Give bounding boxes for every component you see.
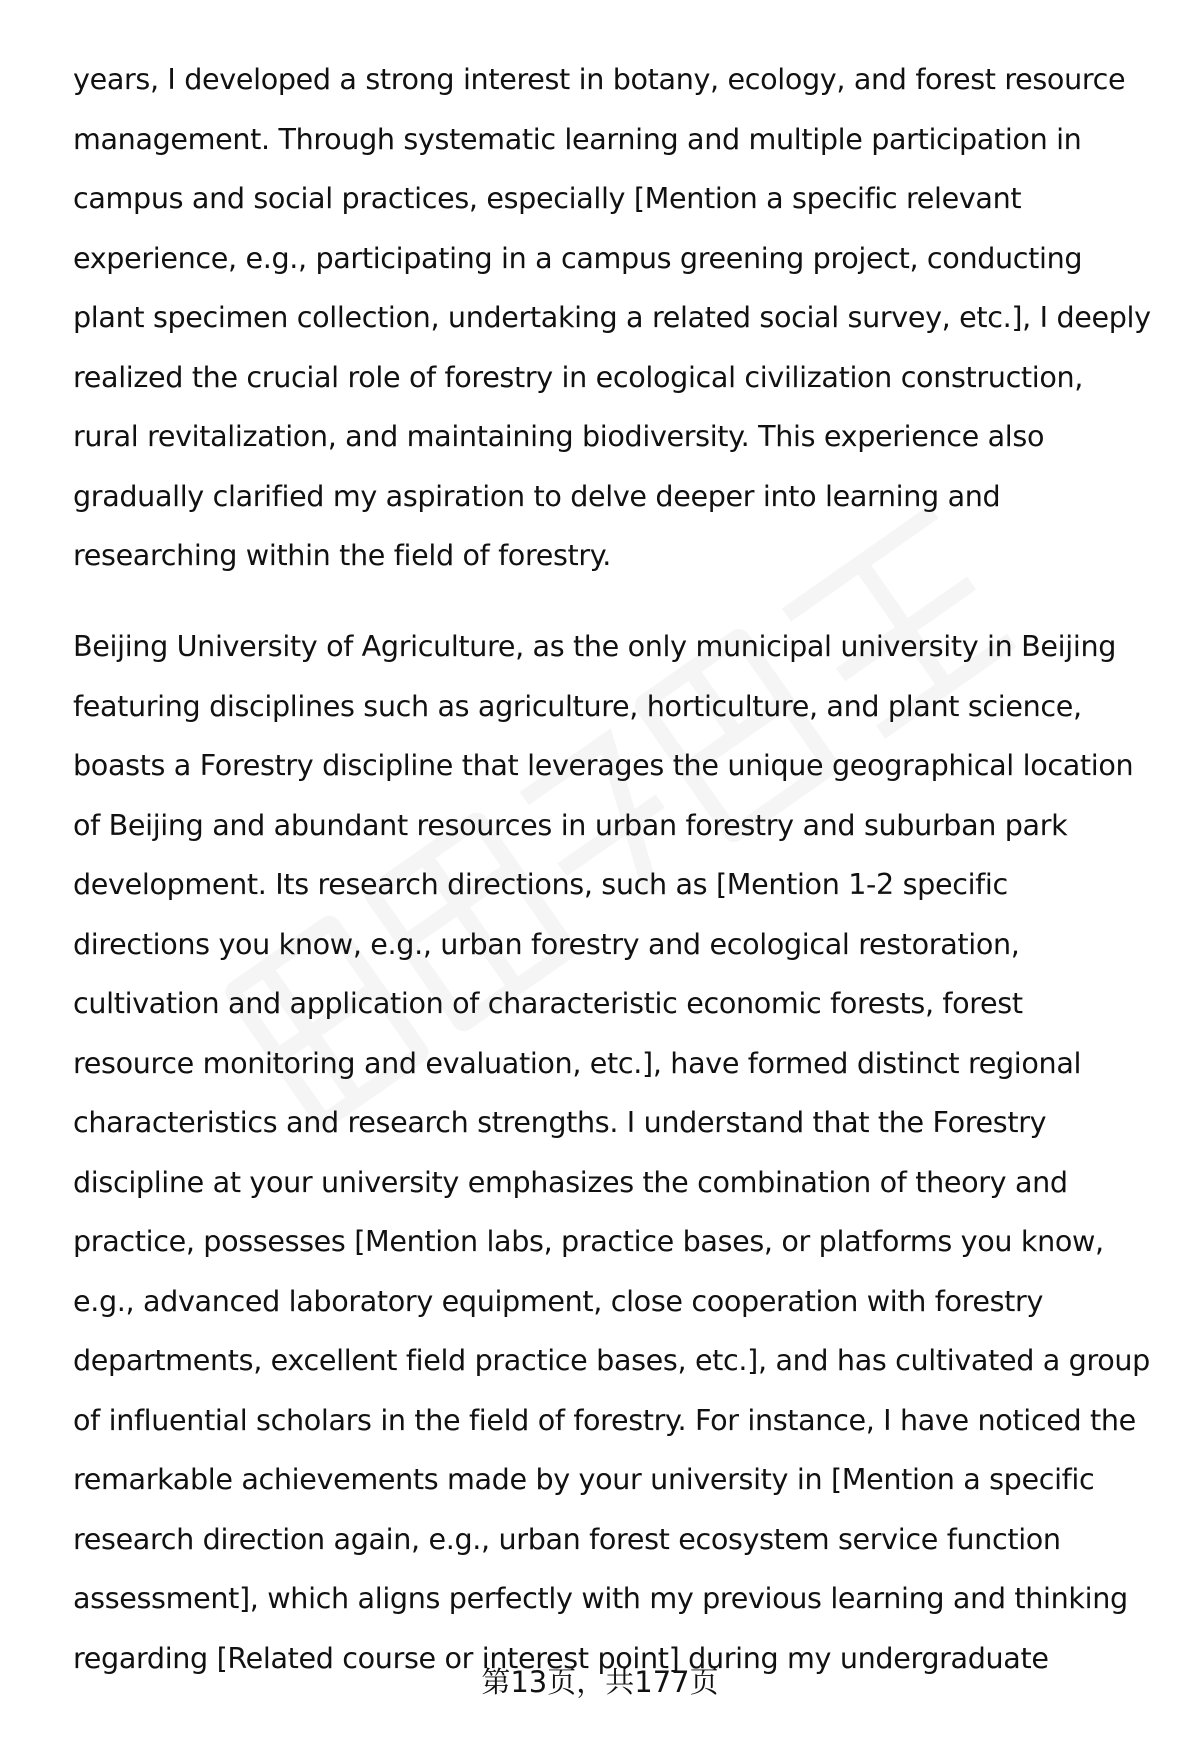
text-line: resource monitoring and evaluation, etc.], have formed distinct regional xyxy=(73,1045,1082,1080)
text-line: Beijing University of Agriculture, as the only municipal university in Beijing xyxy=(73,629,1117,663)
text-line: characteristics and research strengths. I understand that the Forestry xyxy=(73,1105,1047,1139)
text-line: of Beijing and abundant resources in urban forestry and suburban park xyxy=(73,807,1068,842)
text-line: researching within the field of forestry. xyxy=(73,538,612,572)
text-line: assessment], which aligns perfectly with my previous learning and thinking xyxy=(73,1581,1128,1615)
text-line: of influential scholars in the field of forestry. For instance, I have noticed the xyxy=(73,1402,1136,1437)
text-line: years, I developed a strong interest in botany, ecology, and forest resource xyxy=(73,62,1126,96)
text-line: regarding [Related course or interest point] during my undergraduate xyxy=(73,1640,1049,1675)
text-line: discipline at your university emphasizes the combination of theory and xyxy=(73,1164,1068,1199)
text-line: plant specimen collection, undertaking a related social survey, etc.], I deeply xyxy=(73,300,1151,334)
text-line: practice, possesses [Mention labs, practice bases, or platforms you know, xyxy=(73,1224,1104,1258)
text-line: gradually clarified my aspiration to delve deeper into learning and xyxy=(73,478,1001,513)
text-line: departments, excellent field practice bases, etc.], and has cultivated a group xyxy=(73,1343,1150,1377)
text-line: realized the crucial role of forestry in ecological civilization construction, xyxy=(73,359,1084,394)
text-line: directions you know, e.g., urban forestry and ecological restoration, xyxy=(73,926,1020,961)
text-line: boasts a Forestry discipline that leverages the unique geographical location xyxy=(73,748,1134,782)
text-line: e.g., advanced laboratory equipment, close cooperation with forestry xyxy=(73,1283,1044,1318)
text-line: cultivation and application of characteristic economic forests, forest xyxy=(73,986,1023,1020)
paragraph-2 xyxy=(73,617,1163,1688)
text-line: rural revitalization, and maintaining biodiversity. This experience also xyxy=(73,419,1045,453)
page-number-footer: 第13页，共177页 xyxy=(481,1665,719,1699)
text-line: management. Through systematic learning and multiple participation in xyxy=(73,121,1082,156)
text-line: remarkable achievements made by your university in [Mention a specific xyxy=(73,1462,1095,1496)
text-line: development. Its research directions, such as [Mention 1-2 specific xyxy=(73,867,1008,901)
text-line: experience, e.g., participating in a campus greening project, conducting xyxy=(73,240,1083,275)
text-line: campus and social practices, especially [Mention a specific relevant xyxy=(73,181,1022,215)
text-line: featuring disciplines such as agriculture, horticulture, and plant science, xyxy=(73,688,1082,723)
text-line: research direction again, e.g., urban forest ecosystem service function xyxy=(73,1521,1061,1556)
paragraph-1 xyxy=(73,50,1163,586)
